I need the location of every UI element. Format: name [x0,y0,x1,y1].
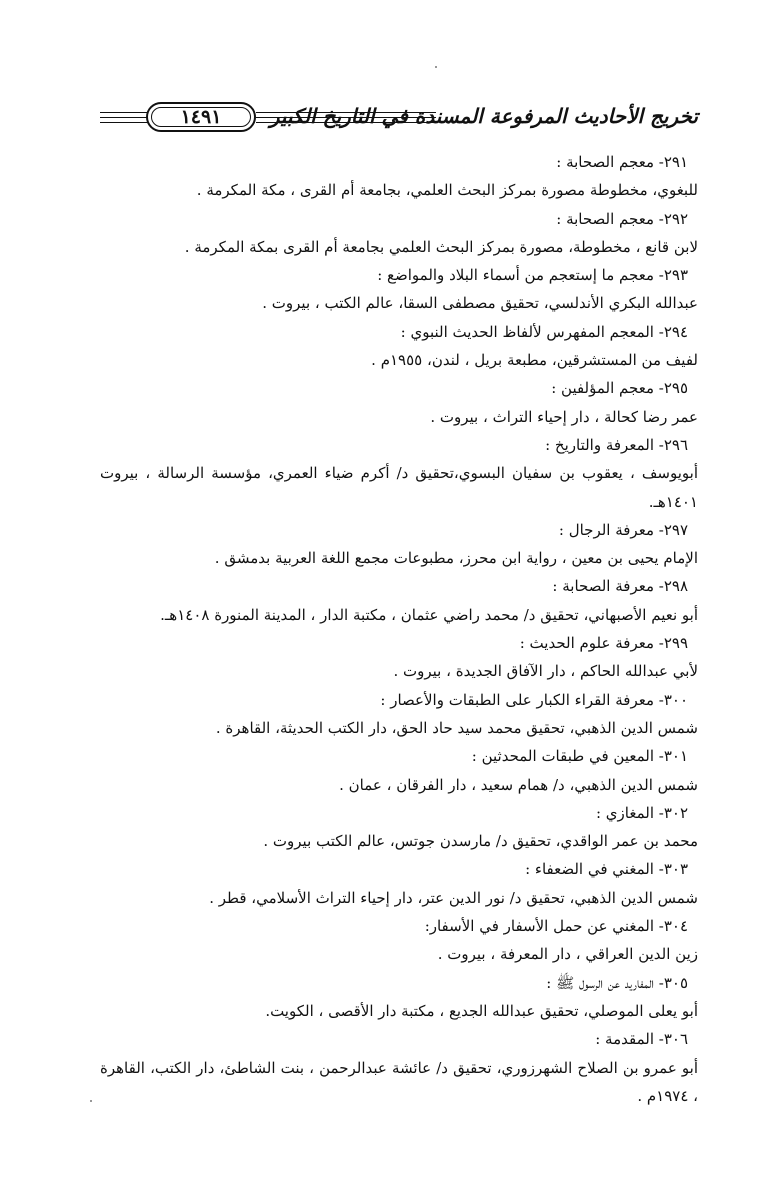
bibliography-entry [100,148,698,205]
entry-text: شمس الدين الذهبي، تحقيق محمد سيد حاد الحق، دار الكتب الحديثة، القاهرة . [215,718,698,737]
header-rule [100,117,148,118]
bibliography-entry [100,572,698,629]
bibliography-entry [100,742,698,799]
bibliography-entry [100,686,698,743]
bibliography-entry [100,912,698,969]
entry-text: لفيف من المستشرقين، مطبعة بريل ، لندن، ١٩٥٥م . [371,351,698,370]
entry-text: أبو يعلى الموصلي، تحقيق عبدالله الجديع ، مكتبة دار الأقصى ، الكويت. [265,1001,698,1020]
bibliography-list [100,148,698,1110]
bibliography-entry [100,629,698,686]
header-rule [100,112,148,113]
entry-title: ٢٩٦- المعرفة والتاريخ : [545,435,688,454]
bibliography-entry [100,855,698,912]
entry-text: زين الدين العراقي ، دار المعرفة ، بيروت . [437,945,698,964]
entry-text: عبدالله البكري الأندلسي، تحقيق مصطفى السقا، عالم الكتب ، بيروت . [262,294,698,313]
entry-title: ٢٩٤- المعجم المفهرس لألفاظ الحديث النبوي : [400,322,688,341]
entry-text: عمر رضا كحالة ، دار إحياء التراث ، بيروت . [430,407,698,426]
entry-title: ٣٠٠- معرفة القراء الكبار على الطبقات والأعصار : [380,690,688,709]
entry-text: الإمام يحيى بن معين ، رواية ابن محرز، مطبوعات مجمع اللغة العربية بدمشق . [214,549,698,568]
entry-title: ٣٠٥- المفاريد عن الرسول ﷺ : [546,973,688,992]
running-title: تخريج الأحاديث المرفوعة المسندة في التاريخ الكبير [269,104,698,128]
bibliography-entry [100,261,698,318]
entry-text: أبو نعيم الأصبهاني، تحقيق د/ محمد راضي عثمان ، مكتبة الدار ، المدينة المنورة ١٤٠٨هـ. [160,605,698,624]
entry-text: محمد بن عمر الواقدي، تحقيق د/ مارسدن جوتس، عالم الكتب بيروت . [263,832,698,851]
bibliography-entry [100,205,698,262]
bibliography-entry [100,516,698,573]
entry-title: ٢٩١- معجم الصحابة : [556,153,688,171]
entry-text: أبو عمرو بن الصلاح الشهرزوري، تحقيق د/ عائشة عبدالرحمن ، بنت الشاطئ، دار الكتب، القاهرة ، ١٩٧٤م . [100,1058,698,1105]
bibliography-entry [100,318,698,375]
entry-title: ٢٩٧- معرفة الرجال : [558,520,688,539]
entry-title: ٢٩٩- معرفة علوم الحديث : [519,634,688,653]
entry-title: ٢٩٢- معجم الصحابة : [556,209,688,228]
entry-text: لابن قانع ، مخطوطة، مصورة بمركز البحث العلمي بجامعة أم القرى بمكة المكرمة . [184,237,698,256]
entry-title: ٣٠٢- المغازي : [595,803,688,822]
page-number: ١٤٩١ [146,102,256,132]
page-header [100,100,698,140]
bibliography-entry [100,1025,698,1110]
bibliography-entry [100,969,698,1026]
entry-text: لأبي عبدالله الحاكم ، دار الآفاق الجديدة ، بيروت . [393,662,698,681]
bibliography-entry [100,374,698,431]
scan-speck [435,66,437,68]
entry-text: شمس الدين الذهبي، د/ همام سعيد ، دار الفرقان ، عمان . [339,775,698,794]
entry-title: ٣٠٤- المغني عن حمل الأسفار في الأسفار: [424,917,688,936]
entry-text: أبويوسف ، يعقوب بن سفيان البسوي،تحقيق د/ أكرم ضياء العمري، مؤسسة الرسالة ، بيروت ١٤٠١هـ. [100,464,698,511]
scan-speck [90,1100,92,1102]
entry-text: للبغوي، مخطوطة مصورة بمركز البحث العلمي، بجامعة أم القرى ، مكة المكرمة . [196,181,698,200]
entry-title: ٢٩٥- معجم المؤلفين : [551,379,688,398]
entry-title: ٢٩٨- معرفة الصحابة : [552,577,688,596]
entry-text: شمس الدين الذهبي، تحقيق د/ نور الدين عتر، دار إحياء التراث الأسلامي، قطر . [209,888,698,907]
entry-title: ٣٠١- المعين في طبقات المحدثين : [471,747,688,766]
entry-title: ٣٠٣- المغني في الضعفاء : [525,860,688,879]
header-rule [100,122,148,123]
entry-title: ٢٩٣- معجم ما إستعجم من أسماء البلاد والمواضع : [377,266,688,285]
entry-title: ٣٠٦- المقدمة : [595,1030,688,1049]
bibliography-entry [100,799,698,856]
bibliography-entry [100,431,698,516]
